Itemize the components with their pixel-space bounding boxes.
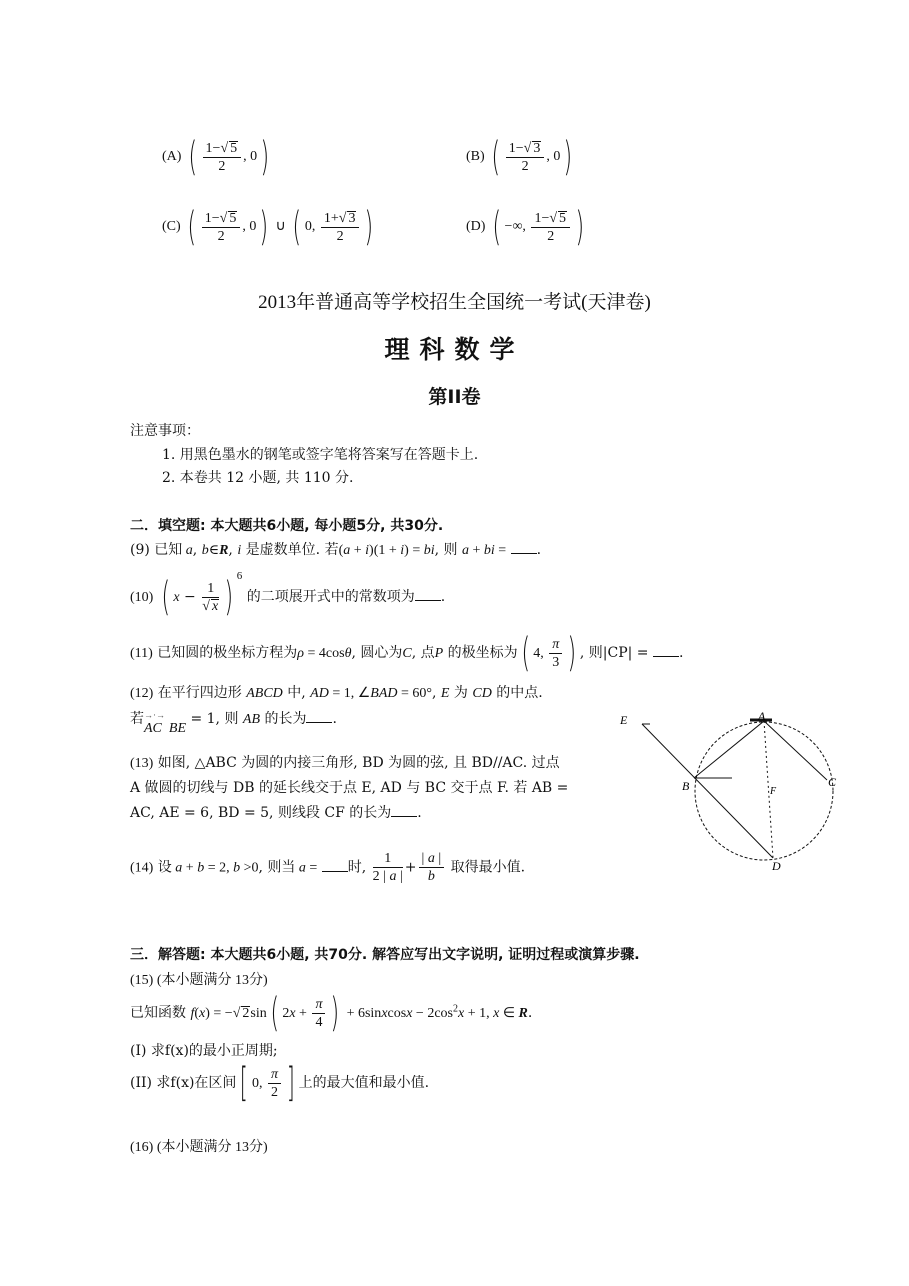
answer-blank bbox=[415, 588, 441, 601]
question-16-number: (16) (本小题满分 13分) bbox=[130, 1140, 268, 1155]
option-b-label: (B) bbox=[466, 149, 485, 165]
question-12-line2: 若→·→ AC BE = 1, 则 AB 的长为 . bbox=[130, 710, 337, 736]
option-a: (A) ( $\frac{1-√ 5}{2}$ , 0) bbox=[162, 134, 270, 180]
option-c: (C) ( $\frac{1-√ 5}{2}$ , 0) ∪ ( 0, $\frac{1+√ 3}{2}$ ) bbox=[162, 204, 374, 250]
subject-title: 理科数学 bbox=[384, 335, 525, 364]
line-BA bbox=[694, 721, 764, 778]
answer-blank bbox=[306, 710, 332, 723]
notes-heading: 注意事项： bbox=[130, 423, 200, 439]
question-15-function: 已知函数 f(x) = −√ 2sin( 2x + $\frac{\pi}{4}$ ) + 6sinxcosx − $2\cos^2x + 1$, x ∈ R. bbox=[130, 990, 533, 1036]
exam-title: 2013年普通高等学校招生全国统一考试(天津卷) bbox=[258, 292, 651, 313]
question-13-line1: (13) 如图, △ABC 为圆的内接三角形, BD 为圆的弦, 且 BD//AC. 过点 bbox=[130, 755, 560, 771]
label-E: E bbox=[620, 713, 628, 727]
answer-blank bbox=[511, 541, 537, 554]
question-12-line1: (12) 在平行四边形 ABCD 中, AD = 1, ∠BAD = 60°, E 为 CD 的中点. bbox=[130, 685, 543, 701]
option-b: (B) ( $\frac{1-√ 3}{2}$ , 0) bbox=[466, 134, 573, 180]
option-c-label: (C) bbox=[162, 219, 181, 235]
question-13-line3: AC, AE = 6, BD = 5, 则线段 CF 的长为 . bbox=[130, 805, 422, 821]
fraction: $\frac{1-√ 5}{2}$ bbox=[203, 140, 242, 175]
question-14: (14) 设 a + b = 2, b >0, 则当 a = 时, $\frac{1}{2 | a |}$ + $\frac{| a |}{b}$ 取得最小值. bbox=[130, 851, 526, 884]
label-A: A bbox=[758, 709, 766, 723]
note-item-1: 1. 用黑色墨水的钢笔或签字笔将答案写在答题卡上. bbox=[162, 447, 479, 463]
label-C: C bbox=[828, 775, 837, 789]
line-ED bbox=[642, 724, 773, 858]
answer-blank bbox=[322, 859, 348, 872]
section2-heading: 二．填空题: 本大题共6小题, 每小题5分, 共30分. bbox=[130, 518, 444, 534]
question-15-number: (15) (本小题满分 13分) bbox=[130, 973, 268, 988]
label-D: D bbox=[772, 859, 781, 873]
question-13-line2: A 做圆的切线与 DB 的延长线交于点 E, AD 与 BC 交于点 F. 若 AB = bbox=[130, 780, 569, 796]
answer-blank bbox=[653, 644, 679, 657]
note-item-2: 2. 本卷共 12 小题, 共 110 分. bbox=[162, 470, 354, 486]
answer-blank bbox=[391, 804, 417, 817]
question-15-part1: (I) 求f(x)的最小正周期; bbox=[130, 1043, 278, 1059]
geometry-figure bbox=[612, 708, 844, 878]
paren-left: ( bbox=[188, 134, 198, 180]
label-F: F bbox=[770, 786, 777, 797]
circle bbox=[695, 722, 833, 860]
volume-title: 第II卷 bbox=[428, 386, 481, 408]
option-d: (D) ( −∞, $\frac{1-√ 5}{2}$ ) bbox=[466, 204, 585, 250]
paren-right: ) bbox=[260, 134, 270, 180]
question-11: (11) 已知圆的极坐标方程为ρ = 4cosθ, 圆心为C, 点P 的极坐标为( 4, $\frac{\pi}{3}$ ) , 则|CP| = . bbox=[130, 630, 684, 676]
option-a-label: (A) bbox=[162, 149, 182, 165]
section3-heading: 三．解答题: 本大题共6小题, 共70分. 解答应写出文字说明, 证明过程或演算步骤. bbox=[130, 947, 640, 963]
question-15-part2: (II) 求f(x)在区间[ 0, $\frac{\pi}{2}$ ] 上的最大值和最小值. bbox=[130, 1060, 430, 1106]
label-B: B bbox=[682, 779, 690, 793]
question-10: (10) ( x − $\frac{1}{√ x}$ ) $^6$ 的二项展开式中的常数项为 . bbox=[130, 570, 446, 620]
question-9: (9) 已知 a, b∈R, i 是虚数单位. 若(a + i)(1 + i) = bi, 则 a + bi = . bbox=[130, 542, 542, 558]
option-d-label: (D) bbox=[466, 219, 486, 235]
